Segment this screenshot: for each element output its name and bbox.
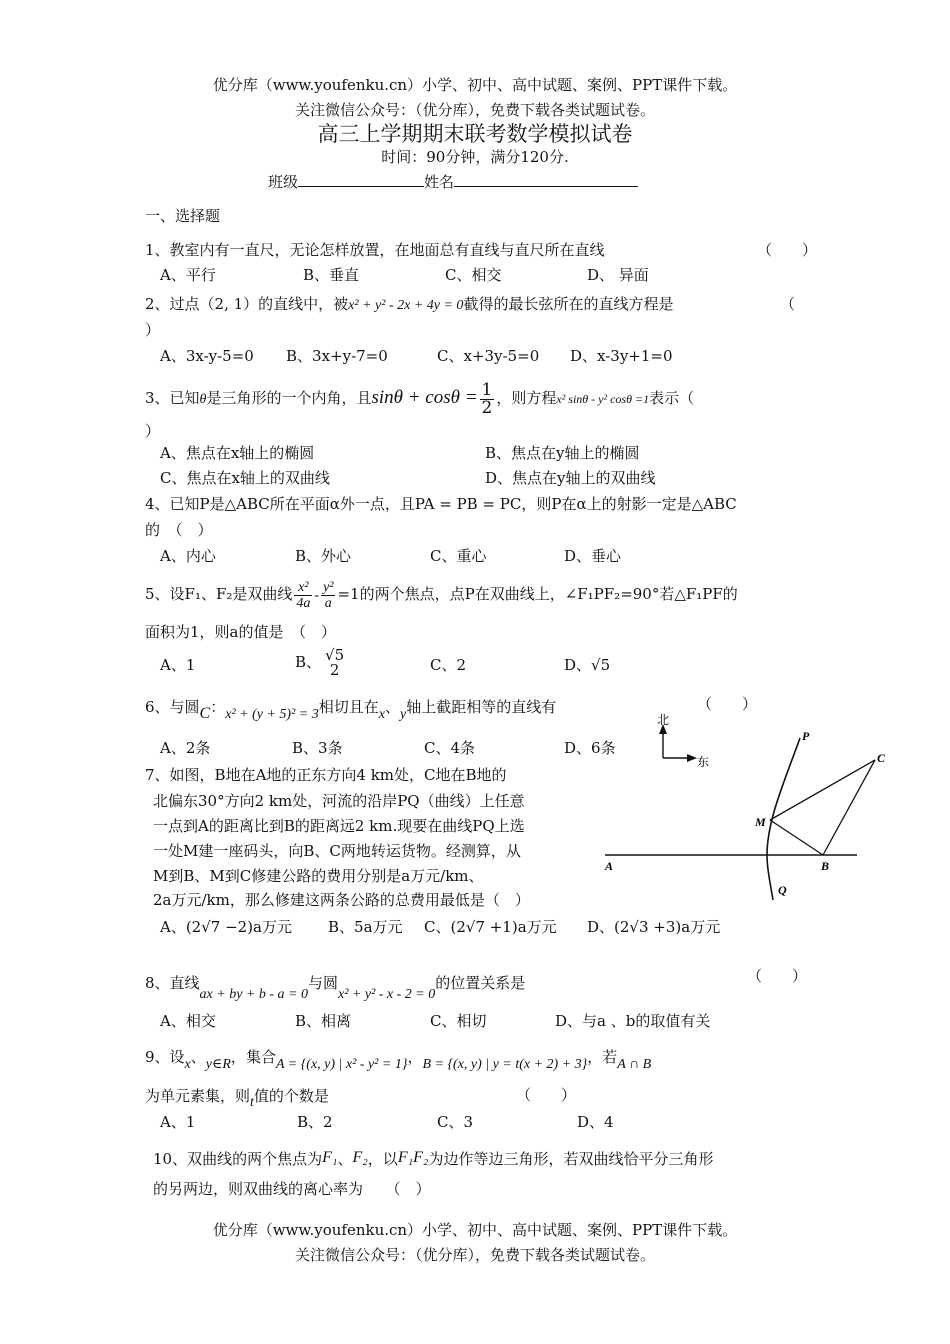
q2-option-b: B、3x+y-7=0	[286, 347, 388, 365]
q9-x: x	[184, 1057, 191, 1072]
q6-colon: ：	[210, 698, 226, 716]
q3-mid2: ，则方程	[496, 389, 557, 407]
q6-mid: 相切且在	[318, 698, 379, 716]
q3-option-a: A、焦点在x轴上的椭圆	[160, 444, 315, 462]
header-line-1: 优分库（www.youfenku.cn）小学、初中、高中试题、案例、PPT课件下载。	[212, 76, 738, 94]
q9-set-label: 集合	[245, 1048, 276, 1066]
q5-fraction-1	[294, 580, 312, 611]
q3-fraction-den: 2	[481, 397, 493, 418]
q7-line-1: 7、如图，B地在A地的正东方向4 km处，C地在B地的	[145, 766, 507, 784]
class-blank	[298, 172, 424, 187]
q3-equation: x² sinθ - y² cosθ =1	[556, 392, 650, 406]
q2-paren-open: （	[780, 295, 796, 313]
q9-y-in-r: y∈R	[205, 1057, 231, 1072]
q9-comma-2: ，	[407, 1048, 423, 1066]
q6-circle: C	[199, 705, 211, 722]
q7-option-b: B、5a万元	[328, 918, 403, 936]
q10-f2: F₂	[352, 1149, 368, 1166]
q10-line-2: 的另两边，则双曲线的离心率为 （ ）	[153, 1180, 431, 1198]
q8-pre: 8、直线	[145, 974, 200, 992]
name-blank	[454, 172, 638, 187]
segment-mb	[770, 820, 823, 855]
q7-line-5: M到B、M到C修建公路的费用分别是a万元/km、	[153, 867, 484, 885]
page-subtitle: 时间：90分钟，满分120分.	[381, 148, 569, 166]
q5-fraction-1-den: 4a	[296, 595, 311, 611]
q5-option-b-label: B、	[295, 653, 322, 671]
q3-condition: sinθ + cosθ =	[371, 387, 478, 408]
q9-set-b: B = {(x, y) | y = t(x + 2) + 3}	[422, 1057, 588, 1072]
q1-paren: （ ）	[757, 241, 818, 259]
q7-option-c: C、(2√7 +1)a万元	[424, 918, 557, 936]
q1-stem: 1、教室内有一直尺，无论怎样放置，在地面总有直线与直尺所在直线	[145, 241, 605, 259]
q7-line-6: 2a万元/km，那么修建这两条公路的总费用最低是（ ）	[153, 891, 530, 909]
q4-line-2: 的 （ ）	[145, 521, 213, 539]
q9-comma-1: ，	[230, 1048, 246, 1066]
q4-option-c: C、重心	[430, 547, 487, 565]
q7-option-a: A、(2√7 −2)a万元	[160, 918, 293, 936]
q7-line-2: 北偏东30°方向2 km处，河流的沿岸PQ（曲线）上任意	[153, 792, 525, 810]
q9-t: t	[250, 1095, 254, 1110]
q3-stem	[145, 381, 694, 417]
q4-option-d: D、垂心	[564, 547, 622, 565]
footer-line-1: 优分库（www.youfenku.cn）小学、初中、高中试题、案例、PPT课件下载。	[212, 1221, 738, 1239]
section-title: 一、选择题	[145, 207, 221, 225]
q3-post: 表示（	[649, 389, 695, 407]
q9-comma-3: ，	[587, 1048, 603, 1066]
q9-stem	[145, 1042, 651, 1080]
label-c: C	[877, 751, 886, 765]
q6-paren: （ ）	[697, 695, 758, 713]
q9-option-d: D、4	[577, 1113, 614, 1131]
q2-option-a: A、3x-y-5=0	[160, 347, 254, 365]
q7-figure	[595, 710, 895, 910]
q5-option-b	[295, 643, 348, 681]
label-p: P	[802, 729, 810, 743]
q8-post: 的位置关系是	[435, 974, 526, 992]
q5-option-b-num: √5	[325, 646, 345, 664]
q9-intersection: A ∩ B	[617, 1057, 652, 1072]
label-east: 东	[697, 755, 710, 769]
label-north: 北	[657, 713, 670, 727]
q6-post: 轴上截距相等的直线有	[406, 698, 557, 716]
q10-f1: F₁	[322, 1149, 338, 1166]
q10-pre: 10、双曲线的两个焦点为	[153, 1150, 323, 1168]
class-label: 班级	[268, 173, 299, 191]
q3-pre: 3、已知	[145, 389, 200, 407]
label-a: A	[605, 859, 614, 873]
q9-option-c: C、3	[437, 1113, 474, 1131]
q3-option-b: B、焦点在y轴上的椭圆	[485, 444, 640, 462]
q9-option-a: A、1	[160, 1113, 196, 1131]
q2-post: 截得的最长弦所在的直线方程是	[463, 295, 674, 313]
q2-pre: 2、过点（2, 1）的直线中，被	[145, 295, 349, 313]
q9-line-2-post: 值的个数是	[253, 1087, 329, 1105]
q5-fraction-2	[321, 580, 335, 611]
q9-if: 若	[602, 1048, 618, 1066]
q6-equation: x² + (y + 5)² = 3	[225, 707, 319, 722]
q10-mid: ，以	[367, 1150, 398, 1168]
q4-option-a: A、内心	[160, 547, 216, 565]
q6-sep: 、	[384, 698, 400, 716]
q1-option-b: B、垂直	[303, 266, 360, 284]
label-b: B	[821, 859, 830, 873]
q3-paren-close: ）	[145, 422, 161, 440]
q8-mid: 与圆	[307, 974, 338, 992]
q10-sep: 、	[337, 1150, 353, 1168]
q3-mid: 是三角形的一个内角，且	[206, 389, 372, 407]
label-q: Q	[778, 883, 787, 897]
q6-option-a: A、2条	[160, 739, 211, 757]
q9-paren: （ ）	[516, 1086, 577, 1104]
q7-line-4: 一处M建一座码头，向B、C两地转运货物。经测算，从	[153, 842, 521, 860]
q9-sep: 、	[190, 1048, 206, 1066]
q2-option-c: C、x+3y-5=0	[437, 347, 540, 365]
q9-pre: 9、设	[145, 1048, 185, 1066]
class-name-row	[268, 172, 638, 192]
q9-set-a: A = {(x, y) | x² - y² = 1}	[275, 1057, 408, 1072]
q3-theta: θ	[199, 392, 207, 407]
q4-option-b: B、外心	[295, 547, 352, 565]
q8-line-equation: ax + by + b - a = 0	[199, 987, 308, 1002]
q2-option-d: D、x-3y+1=0	[570, 347, 673, 365]
q3-option-c: C、焦点在x轴上的双曲线	[160, 469, 330, 487]
q6-y: y	[399, 707, 407, 722]
q5-option-d: D、√5	[564, 656, 611, 674]
q5-minus: -	[314, 588, 320, 603]
q4-line-1: 4、已知P是△ABC所在平面α外一点，且PA = PB = PC，则P在α上的射影一定是△ABC	[145, 495, 737, 513]
q2-stem	[145, 294, 673, 316]
q8-paren: （ ）	[747, 967, 808, 985]
q9-line-2-pre: 为单元素集，则	[145, 1087, 251, 1105]
q5-stem	[145, 575, 738, 615]
q3-fraction-num: 1	[481, 379, 493, 400]
q7-line-3: 一点到A的距离比到B的距离远2 km.现要在曲线PQ上选	[153, 817, 525, 835]
q6-x: x	[378, 707, 385, 722]
q10-stem	[153, 1145, 714, 1172]
header-line-2: 关注微信公众号：（优分库），免费下载各类试题试卷。	[294, 101, 655, 119]
east-arrow-icon	[687, 754, 697, 762]
q6-option-b: B、3条	[292, 739, 343, 757]
q8-stem	[145, 966, 525, 1012]
q5-option-c: C、2	[430, 656, 467, 674]
label-m: M	[755, 815, 766, 829]
q5-pre: 5、设F₁、F₂是双曲线	[145, 585, 293, 603]
q5-fraction-1-num: x²	[294, 580, 312, 596]
q2-equation: x² + y² - 2x + 4y = 0	[348, 298, 464, 313]
q5-option-b-den: 2	[329, 661, 340, 679]
q5-post: =1的两个焦点，点P在双曲线上，∠F₁PF₂=90°若△F₁PF的	[337, 585, 738, 603]
q3-fraction	[480, 379, 495, 418]
q5-option-b-fraction	[323, 648, 346, 678]
q1-option-c: C、相交	[445, 266, 502, 284]
q8-circle-equation: x² + y² - x - 2 = 0	[338, 987, 436, 1002]
q5-line-2: 面积为1，则a的值是 （ ）	[145, 623, 336, 641]
name-label: 姓名	[424, 173, 455, 191]
page-title: 高三上学期期末联考数学模拟试卷	[317, 122, 633, 146]
q7-option-d: D、(2√3 +3)a万元	[587, 918, 721, 936]
footer-line-2: 关注微信公众号：（优分库），免费下载各类试题试卷。	[294, 1246, 655, 1264]
q6-option-d: D、6条	[564, 739, 616, 757]
q1-option-d: D、 异面	[587, 266, 649, 284]
q5-fraction-2-num: y²	[323, 579, 334, 595]
q2-paren-close: ）	[145, 321, 161, 339]
q5-option-a: A、1	[160, 656, 196, 674]
q8-option-c: C、相切	[430, 1012, 487, 1030]
q1-option-a: A、平行	[160, 266, 216, 284]
q6-option-c: C、4条	[424, 739, 476, 757]
q10-post: 为边作等边三角形，若双曲线恰平分三角形	[428, 1150, 714, 1168]
q8-option-b: B、相离	[295, 1012, 352, 1030]
q8-option-d: D、与a 、b的取值有关	[555, 1012, 711, 1030]
q3-option-d: D、焦点在y轴上的双曲线	[485, 469, 656, 487]
q6-stem	[145, 694, 556, 728]
q10-f1f2: F₁F₂	[397, 1149, 429, 1166]
q9-line-2	[145, 1085, 329, 1114]
q6-pre: 6、与圆	[145, 698, 200, 716]
q8-option-a: A、相交	[160, 1012, 216, 1030]
q9-option-b: B、2	[297, 1113, 333, 1131]
q5-fraction-2-den: a	[324, 595, 332, 611]
